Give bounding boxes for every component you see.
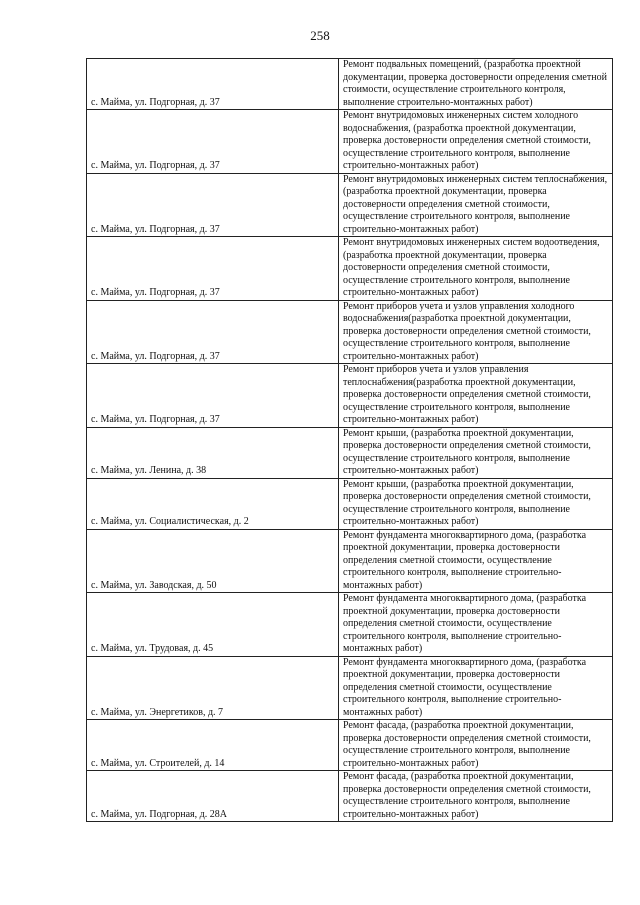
works-table: [86, 58, 613, 822]
work-description-cell: Ремонт фундамента многоквартирного дома, (разработка проектной документации, проверка достоверности определения сметной стоимости, осуществление строительного контроля, выполнение строительно-монтажных работ): [339, 593, 613, 657]
table-row: [87, 656, 613, 720]
address-cell: с. Майма, ул. Заводская, д. 50: [87, 529, 339, 593]
table-row: [87, 478, 613, 529]
table-row: [87, 529, 613, 593]
work-description-cell: Ремонт крыши, (разработка проектной документации, проверка достоверности определения сметной стоимости, осуществление строительного контроля, выполнение строительно-монтажных работ): [339, 427, 613, 478]
table-row: [87, 237, 613, 301]
address-cell: с. Майма, ул. Ленина, д. 38: [87, 427, 339, 478]
address-cell: с. Майма, ул. Энергетиков, д. 7: [87, 656, 339, 720]
work-description-cell: Ремонт внутридомовых инженерных систем холодного водоснабжения, (разработка проектной документации, проверка достоверности определения сметной стоимости, осуществление строительного контроля, выполнение строительно-монтажных работ): [339, 110, 613, 174]
table-row: [87, 110, 613, 174]
table-row: [87, 427, 613, 478]
table-row: [87, 720, 613, 771]
address-cell: с. Майма, ул. Подгорная, д. 37: [87, 364, 339, 428]
table-row: [87, 59, 613, 110]
work-description-cell: Ремонт приборов учета и узлов управления холодного водоснабжения(разработка проектной документации, проверка достоверности определения сметной стоимости, осуществление строительного контроля, выполнение строительно-монтажных работ): [339, 300, 613, 364]
address-cell: с. Майма, ул. Подгорная, д. 37: [87, 173, 339, 237]
work-description-cell: Ремонт крыши, (разработка проектной документации, проверка достоверности определения сметной стоимости, осуществление строительного контроля, выполнение строительно-монтажных работ): [339, 478, 613, 529]
address-cell: с. Майма, ул. Подгорная, д. 37: [87, 237, 339, 301]
work-description-cell: Ремонт подвальных помещений, (разработка проектной документации, проверка достоверности определения сметной стоимости, осуществление строительного контроля, выполнение строительно-монтажных работ): [339, 59, 613, 110]
work-description-cell: Ремонт внутридомовых инженерных систем теплоснабжения, (разработка проектной документации, проверка достоверности определения сметной стоимости, осуществление строительного контроля, выполнение строительно-монтажных работ): [339, 173, 613, 237]
address-cell: с. Майма, ул. Строителей, д. 14: [87, 720, 339, 771]
address-cell: с. Майма, ул. Подгорная, д. 37: [87, 110, 339, 174]
table-row: [87, 771, 613, 822]
address-cell: с. Майма, ул. Подгорная, д. 37: [87, 300, 339, 364]
address-cell: с. Майма, ул. Подгорная, д. 28А: [87, 771, 339, 822]
address-cell: с. Майма, ул. Социалистическая, д. 2: [87, 478, 339, 529]
table-row: [87, 173, 613, 237]
page-number: 258: [310, 28, 330, 43]
work-description-cell: Ремонт фундамента многоквартирного дома, (разработка проектной документации, проверка достоверности определения сметной стоимости, осуществление строительного контроля, выполнение строительно-монтажных работ): [339, 529, 613, 593]
work-description-cell: Ремонт фасада, (разработка проектной документации, проверка достоверности определения сметной стоимости, осуществление строительного контроля, выполнение строительно-монтажных работ): [339, 720, 613, 771]
table-row: [87, 593, 613, 657]
table-row: [87, 364, 613, 428]
table-row: [87, 300, 613, 364]
work-description-cell: Ремонт внутридомовых инженерных систем водоотведения, (разработка проектной документации, проверка достоверности определения сметной стоимости, осуществление строительного контроля, выполнение строительно-монтажных работ): [339, 237, 613, 301]
work-description-cell: Ремонт фасада, (разработка проектной документации, проверка достоверности определения сметной стоимости, осуществление строительного контроля, выполнение строительно-монтажных работ): [339, 771, 613, 822]
address-cell: с. Майма, ул. Трудовая, д. 45: [87, 593, 339, 657]
work-description-cell: Ремонт приборов учета и узлов управления теплоснабжения(разработка проектной документации, проверка достоверности определения сметной стоимости, осуществление строительного контроля, выполнение строительно-монтажных работ): [339, 364, 613, 428]
work-description-cell: Ремонт фундамента многоквартирного дома, (разработка проектной документации, проверка достоверности определения сметной стоимости, осуществление строительного контроля, выполнение строительно-монтажных работ): [339, 656, 613, 720]
address-cell: с. Майма, ул. Подгорная, д. 37: [87, 59, 339, 110]
